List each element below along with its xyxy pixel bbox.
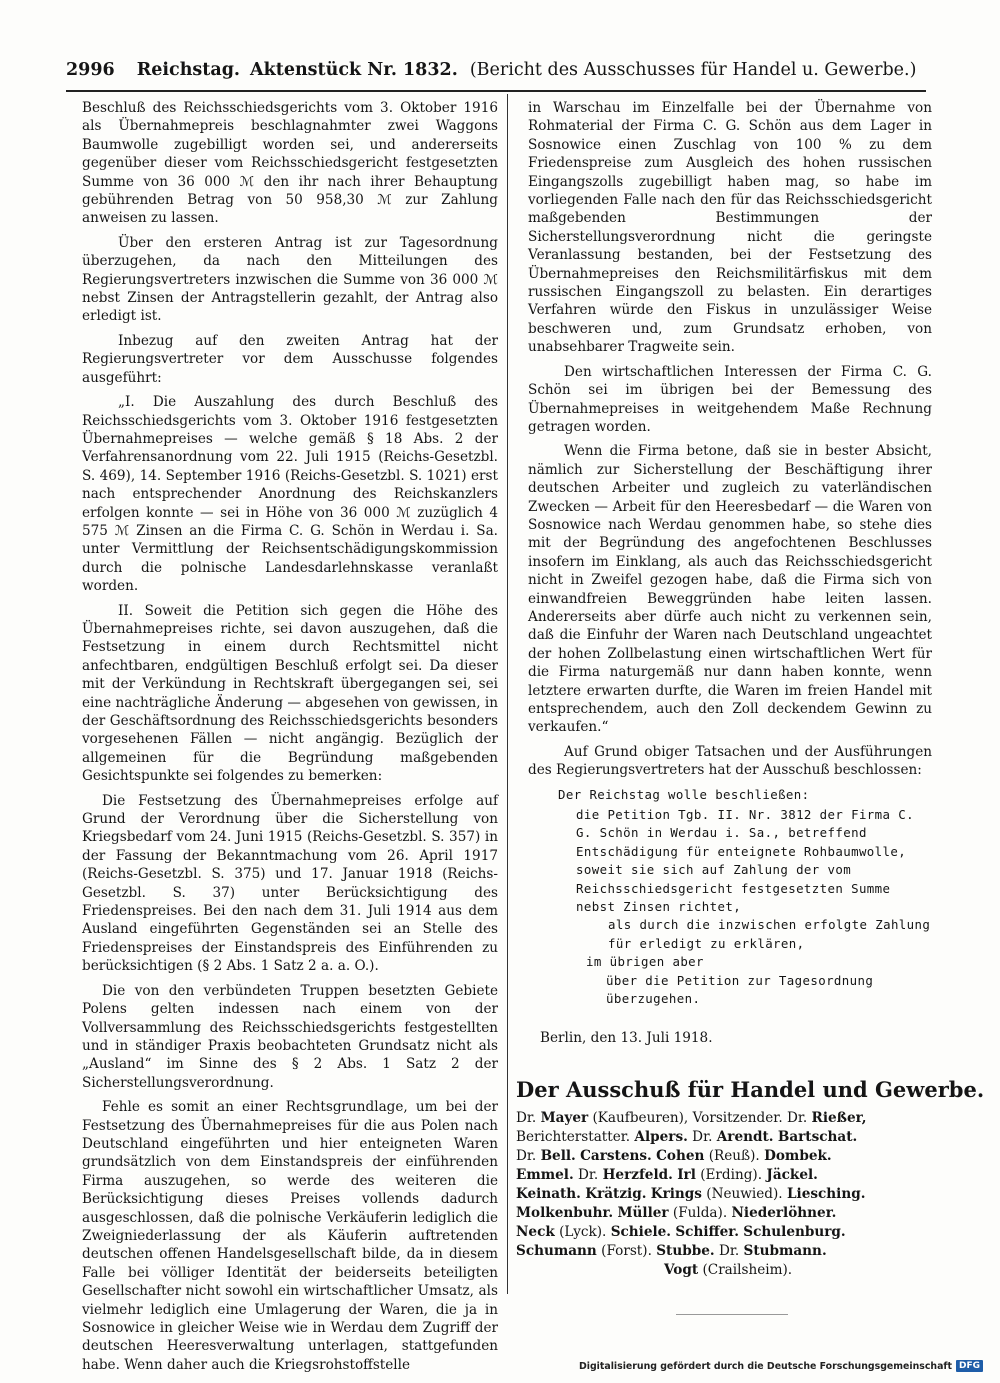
member-line: Molkenbuhr. Müller (Fulda). Niederlöhner. bbox=[516, 1205, 837, 1222]
resolution-sub: im übrigen aber bbox=[586, 954, 704, 970]
credit-text: Digitalisierung gefördert durch die Deutsche Forschungsgemeinschaft bbox=[578, 1360, 952, 1372]
member-name: Bartschat. bbox=[777, 1129, 858, 1146]
member-name: Arendt. bbox=[716, 1129, 774, 1146]
member-line: Dr. Mayer (Kaufbeuren), Vorsitzender. Dr. Rießer, bbox=[516, 1110, 867, 1127]
member-name: Herzfeld. bbox=[602, 1167, 673, 1184]
member-name: Krätzig. bbox=[585, 1186, 647, 1203]
page-header bbox=[66, 60, 924, 86]
member-name: Schiffer. bbox=[675, 1224, 739, 1241]
member-name: Stubbe. bbox=[656, 1243, 715, 1260]
committee-title: Der Ausschuß für Handel und Gewerbe. bbox=[516, 1076, 985, 1102]
member-line: Vogt (Crailsheim). bbox=[664, 1262, 793, 1279]
paragraph: Inbezug auf den zweiten Antrag hat der Regierungsvertreter vor dem Ausschusse folgendes ausgeführt: bbox=[82, 332, 498, 386]
header-document-number: Aktenstück Nr. 1832. bbox=[250, 60, 458, 80]
left-column bbox=[82, 99, 498, 1380]
member-line: Neck (Lyck). Schiele. Schiffer. Schulenburg. bbox=[516, 1224, 846, 1241]
paragraph: II. Soweit die Petition sich gegen die Höhe des Übernahmepreises richte, sei davon auszugehen, daß die Festsetzung in einem durch Rechtsmittel nicht anfechtbaren, endgültigen Beschluß erfolgt sei. Da dieser mit der Verkündung in Rechtskraft übergegangen sei, sei eine nachträgliche Änderung — abgesehen von gewissen, in der Geschäftsordnung des Reichsschiedsgerichts besonders vorgesehenen Fällen — nicht angängig. Bezüglich der allgemeinen für die Begründung maßgebenden Gesichtspunkte sei folgendes zu bemerken: bbox=[82, 602, 498, 785]
member-name: Schulenburg. bbox=[743, 1224, 846, 1241]
member-name: Bell. bbox=[540, 1148, 576, 1165]
member-line: Schumann (Forst). Stubbe. Dr. Stubmann. bbox=[516, 1243, 827, 1260]
member-name: Neck bbox=[516, 1224, 555, 1241]
member-name: Niederlöhner. bbox=[731, 1205, 837, 1222]
member-name: Vogt bbox=[664, 1262, 699, 1279]
header-title: Reichstag. bbox=[136, 60, 241, 80]
member-name: Rießer, bbox=[811, 1110, 867, 1127]
member-name: Müller bbox=[617, 1205, 669, 1222]
resolution-action: als durch die inzwischen erfolgte Zahlung für erledigt zu erklären, bbox=[608, 917, 931, 951]
member-name: Dombek. bbox=[764, 1148, 832, 1165]
paragraph: Fehle es somit an einer Rechtsgrundlage, um bei der Festsetzung des Übernahmepreises für die aus Polen nach Deutschland eingeführten und hier enteigneten Waren grundsätzlich von dem Einstandspreis der einführenden Firma auszugehen, so werde des weiteren die Berücksichtigung dieses Preises vollends dadurch ausgeschlossen, daß die polnische Verkäuferin lediglich die Zweigniederlassung der als Käuferin auftretenden deutschen offenen Handelsgesellschaft bilde, da in diesem Falle bei völliger Identität der beiderseits beteiligten Gesellschafter nicht sowohl ein wirtschaftlicher Umsatz, als vielmehr lediglich eine Umlagerung der Waren, die ja in Sosnowice in gleicher Weise wie in Werdau dem Zugriff der deutschen Heeresverwaltung unterlagen, stattgefunden habe. Wenn daher auch die Kriegsrohstoffstelle bbox=[82, 1099, 498, 1373]
member-line: Keinath. Krätzig. Krings (Neuwied). Liesching. bbox=[516, 1186, 866, 1203]
member-name: Mayer bbox=[540, 1110, 589, 1127]
resolution-item: die Petition Tgb. II. Nr. 3812 der Firma C. G. Schön in Werdau i. Sa., betreffend Entschädigung für enteignete Rohbaumwolle, soweit sie sich auf Zahlung der vom Reichsschiedsgericht festgesetzten Summe nebst Zinsen richtet, bbox=[576, 807, 914, 915]
member-line: Dr. Bell. Carstens. Cohen (Reuß). Dombek. bbox=[516, 1148, 832, 1165]
paragraph: Beschluß des Reichsschiedsgerichts vom 3. Oktober 1916 als Übernahmepreis beschlagnahmter zwei Waggons Baumwolle zugebilligt worden sei, und andererseits gegenüber dieser vom Reichsschiedsgericht festgesetzten Summe von 36 000 ℳ den ihr nach ihrer Behauptung gebührenden Betrag von 50 958,30 ℳ zur Zahlung anweisen zu lassen. bbox=[82, 100, 498, 227]
digitization-credit bbox=[578, 1358, 983, 1374]
header-rule bbox=[66, 90, 926, 92]
member-name: Molkenbuhr. bbox=[516, 1205, 614, 1222]
member-name: Emmel. bbox=[516, 1167, 574, 1184]
paragraph: Wenn die Firma betone, daß sie in bester Absicht, nämlich zur Sicherstellung der Beschäftigung ihrer deutschen Arbeiter und zugleich zu vaterländischen Zwecken — Arbeit für den Heeresbedarf — die Waren von Sosnowice nach Werdau genommen habe, so stehe dies mit der Begründung des angefochtenen Beschlusses insofern im Einklang, als auch das Reichsschiedsgericht nicht in Zweifel gezogen habe, daß die Firma sich von einwandfreien Beweggründen habe leiten lassen. Andererseits aber dürfe auch nicht zu verkennen sein, daß die Einfuhr der Waren nach Deutschland ungeachtet der hohen Zollbelastung einen wirtschaftlichen Wert für die Firma naturgemäß nur dann haben konnte, wenn letztere erwarten durfte, die Waren im freien Handel mit entsprechendem, auch den Zoll deckendem Gewinn zu verkaufen.“ bbox=[528, 443, 932, 736]
column-divider bbox=[507, 94, 508, 1294]
committee-members bbox=[516, 1109, 932, 1280]
end-rule bbox=[676, 1314, 788, 1315]
member-name: Schiele. bbox=[610, 1224, 672, 1241]
paragraph: in Warschau im Einzelfalle bei der Übernahme von Rohmaterial der Firma C. G. Schön aus dem Lager in Sosnowice einen Zuschlag von 100 % zu dem Friedenspreise zum Ausgleich des hohen russischen Eingangszolls zugebilligt haben mag, so habe im vorliegenden Falle nach den für das Reichsschiedsgericht maßgebenden Bestimmungen der Sicherstellungsverordnung nicht die geringste Veranlassung bestanden, bei der Festsetzung des Übernahmepreises den Reichsmilitärfiskus mit dem russischen Eingangszoll zu belasten. Ein derartiges Verfahren würde den Fiskus in unzulässiger Weise beschweren und, zum Grundsatz erhoben, von unabsehbarer Tragweite sein. bbox=[528, 100, 932, 356]
paragraph: Über den ersteren Antrag ist zur Tagesordnung überzugehen, da nach den Mitteilungen des Regierungsvertreters inzwischen die Summe von 36 000 ℳ nebst Zinsen der Antragstellerin gezahlt, der Antrag also erledigt ist. bbox=[82, 234, 498, 325]
paragraph: Die von den verbündeten Truppen besetzten Gebiete Polens gelten indessen nach einem von der Vollversammlung des Reichsschiedsgerichts festgestellten und in ständiger Praxis beobachteten Grundsatz nicht als „Ausland“ im Sinne des § 2 Abs. 1 Satz 2 der Sicherstellungsverordnung. bbox=[82, 982, 498, 1091]
member-name: Stubmann. bbox=[743, 1243, 827, 1260]
member-name: Carstens. bbox=[580, 1148, 652, 1165]
member-name: Keinath. bbox=[516, 1186, 581, 1203]
member-name: Krings bbox=[650, 1186, 702, 1203]
member-name: Alpers. bbox=[634, 1129, 688, 1146]
right-column bbox=[516, 99, 985, 1315]
paragraph: „I. Die Auszahlung des durch Beschluß des Reichsschiedsgerichts vom 3. Oktober 1916 festgesetzten Übernahmepreises — welche gemäß § 18 Abs. 2 der Verfahrensanordnung vom 22. Juli 1915 (Reichs-Gesetzbl. S. 469), 14. September 1916 (Reichs-Gesetzbl. S. 1021) erst nach entsprechender Anordnung des Reichskanzlers erfolgen konnte — sei in Höhe von 36 000 ℳ zuzüglich 4 575 ℳ Zinsen an die Firma C. G. Schön in Werdau i. Sa. unter Vermittlung der Reichsentschädigungskommission durch die polnische Landesdarlehnskasse veranlaßt worden. bbox=[82, 394, 498, 595]
dfg-logo: DFG bbox=[956, 1360, 983, 1372]
member-name: Jäckel. bbox=[766, 1167, 818, 1184]
member-name: Cohen bbox=[656, 1148, 705, 1165]
header-subtitle: (Bericht des Ausschusses für Handel u. Gewerbe.) bbox=[469, 60, 917, 80]
paragraph: Den wirtschaftlichen Interessen der Firma C. G. Schön sei im übrigen bei der Bemessung des Übernahmepreises in weitgehendem Maße Rechnung getragen worden. bbox=[528, 363, 932, 435]
paragraph: Auf Grund obiger Tatsachen und der Ausführungen des Regierungsvertreters hat der Ausschuß beschlossen: bbox=[528, 743, 932, 779]
member-name: Irl bbox=[677, 1167, 696, 1184]
member-name: Liesching. bbox=[786, 1186, 866, 1203]
resolution-intro: Der Reichstag wolle beschließen: bbox=[558, 786, 810, 802]
page-number: 2996 bbox=[66, 60, 115, 80]
date-line: Berlin, den 13. Juli 1918. bbox=[540, 1029, 713, 1046]
resolution-action: über die Petition zur Tagesordnung überzugehen. bbox=[606, 972, 874, 1007]
paragraph: Die Festsetzung des Übernahmepreises erfolge auf Grund der Verordnung über die Sicherstellung von Kriegsbedarf vom 24. Juni 1915 (Reichs-Gesetzbl. S. 357) in der Fassung der Bekanntmachung vom 26. April 1917 (Reichs-Gesetzbl. S. 375) und 17. Januar 1918 (Reichs-Gesetzbl. S. 37) unter Berücksichtigung des Friedenspreises. Bei den nach dem 31. Juli 1914 aus dem Ausland eingeführten Gegenständen sei an Stelle des Friedenspreises der Einstandspreis des Einführenden zu berücksichtigen (§ 2 Abs. 1 Satz 2 a. a. O.). bbox=[82, 792, 498, 975]
member-name: Schumann bbox=[516, 1243, 597, 1260]
member-line: Berichterstatter. Alpers. Dr. Arendt. Bartschat. bbox=[516, 1129, 858, 1146]
member-line: Emmel. Dr. Herzfeld. Irl (Erding). Jäckel. bbox=[516, 1167, 818, 1184]
